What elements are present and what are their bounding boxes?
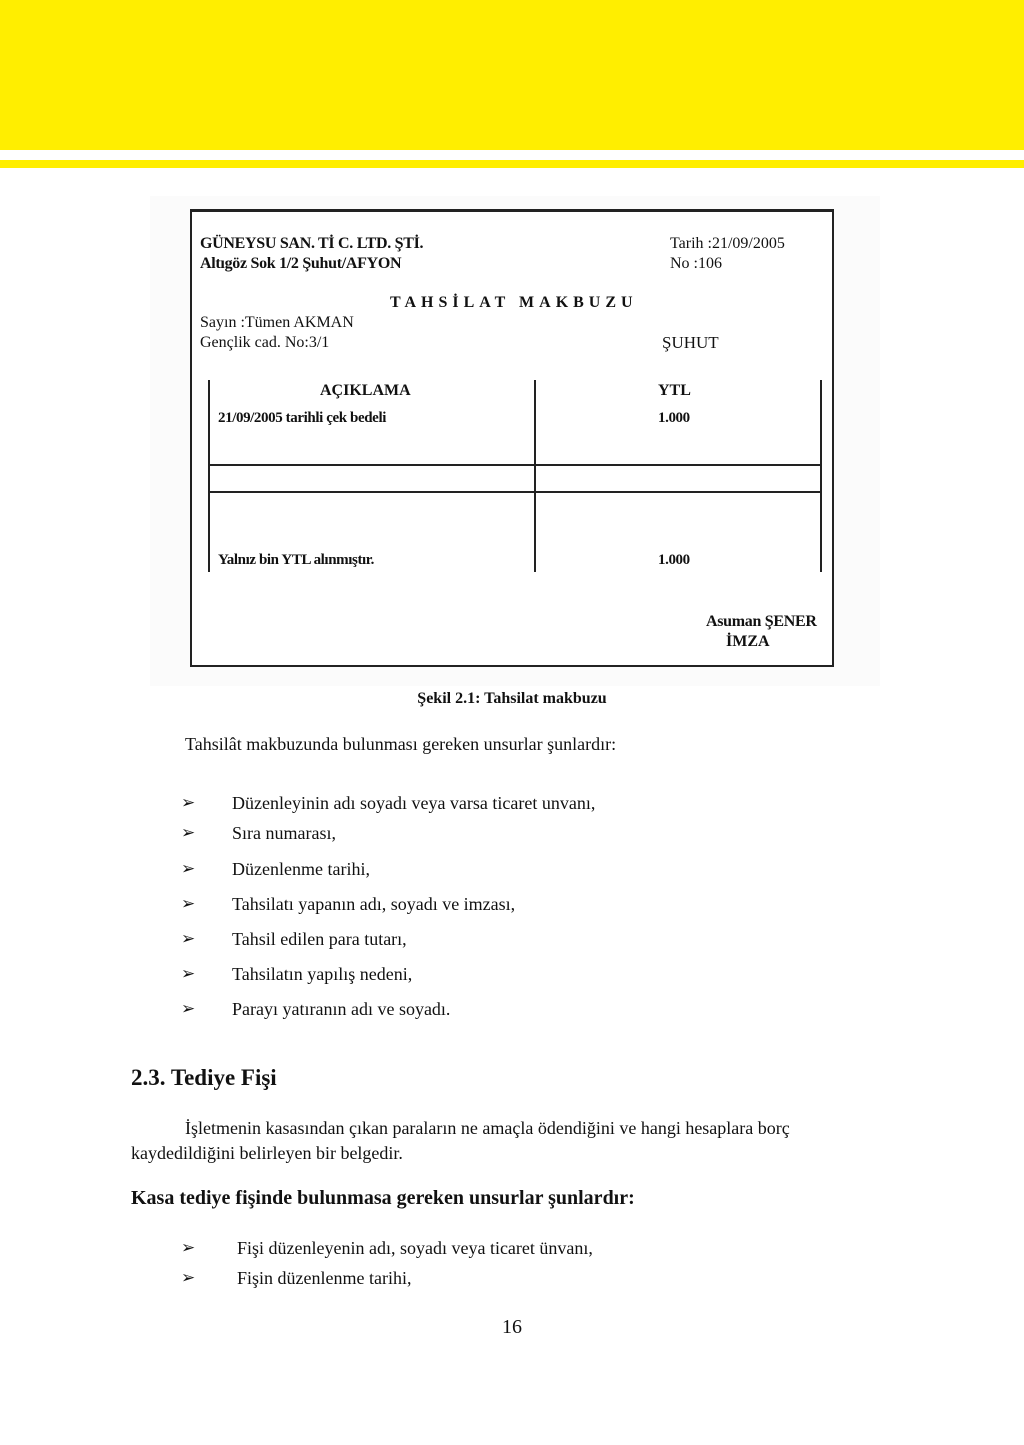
arrow-bullet-icon: ➢ (181, 1268, 196, 1287)
table-column-divider (534, 380, 536, 572)
table-header-description: AÇIKLAMA (320, 382, 411, 399)
arrow-bullet-icon: ➢ (181, 793, 196, 812)
arrow-bullet-icon: ➢ (181, 999, 196, 1018)
table-header-amount: YTL (658, 382, 691, 399)
table-rule-1 (208, 464, 822, 466)
receipt-signer: Asuman ŞENER (706, 613, 817, 630)
list-item: Düzenlenme tarihi, (232, 859, 370, 879)
receipt-city: ŞUHUT (662, 333, 719, 352)
paragraph-line-2: kaydedildiğini belirleyen bir belgedir. (131, 1143, 403, 1163)
receipt-title: TAHSİLAT MAKBUZU (390, 294, 638, 311)
list-item: Tahsilatı yapanın adı, soyadı ve imzası, (232, 894, 516, 914)
list-item: Düzenleyinin adı soyadı veya varsa ticaret unvanı, (232, 793, 596, 813)
arrow-bullet-icon: ➢ (181, 929, 196, 948)
receipt-address: Altıgöz Sok 1/2 Şuhut/AFYON (200, 255, 402, 272)
list-item: Fişi düzenleyenin adı, soyadı veya ticaret ünvanı, (237, 1238, 593, 1258)
receipt-date: Tarih :21/09/2005 (670, 235, 785, 252)
table-total-amount: 1.000 (658, 552, 690, 568)
receipt-customer: Sayın :Tümen AKMAN (200, 314, 354, 331)
receipt-figure (190, 209, 834, 667)
section-heading: 2.3. Tediye Fişi (131, 1065, 277, 1090)
arrow-bullet-icon: ➢ (181, 859, 196, 878)
table-row-description: 21/09/2005 tarihli çek bedeli (218, 410, 386, 426)
receipt-table (208, 380, 822, 572)
list-item: Fişin düzenlenme tarihi, (237, 1268, 412, 1288)
table-rule-2 (208, 491, 822, 493)
intro-text: Tahsilât makbuzunda bulunması gereken unsurlar şunlardır: (185, 734, 617, 754)
header-yellow-band (0, 0, 1024, 150)
receipt-company: GÜNEYSU SAN. Tİ C. LTD. ŞTİ. (200, 235, 424, 252)
arrow-bullet-icon: ➢ (181, 964, 196, 983)
paragraph-line-1: İşletmenin kasasından çıkan paraların ne amaçla ödendiğini ve hangi hesaplara borç (185, 1118, 790, 1138)
figure-caption: Şekil 2.1: Tahsilat makbuzu (417, 690, 607, 707)
page-number: 16 (502, 1316, 522, 1338)
arrow-bullet-icon: ➢ (181, 894, 196, 913)
list-item: Sıra numarası, (232, 823, 336, 843)
arrow-bullet-icon: ➢ (181, 1238, 196, 1257)
header-yellow-rule (0, 160, 1024, 168)
receipt-signature-label: İMZA (726, 633, 770, 650)
list-item: Parayı yatıranın adı ve soyadı. (232, 999, 451, 1019)
list-item: Tahsil edilen para tutarı, (232, 929, 407, 949)
subheading: Kasa tediye fişinde bulunmasa gereken unsurlar şunlardır: (131, 1187, 635, 1209)
table-border-left (208, 380, 210, 572)
receipt-customer-address: Gençlik cad. No:3/1 (200, 334, 330, 351)
table-total-description: Yalnız bin YTL alınmıştır. (218, 552, 375, 568)
list-item: Tahsilatın yapılış nedeni, (232, 964, 413, 984)
arrow-bullet-icon: ➢ (181, 823, 196, 842)
table-row-amount: 1.000 (658, 410, 690, 426)
receipt-number: No :106 (670, 255, 722, 272)
table-border-right (820, 380, 822, 572)
